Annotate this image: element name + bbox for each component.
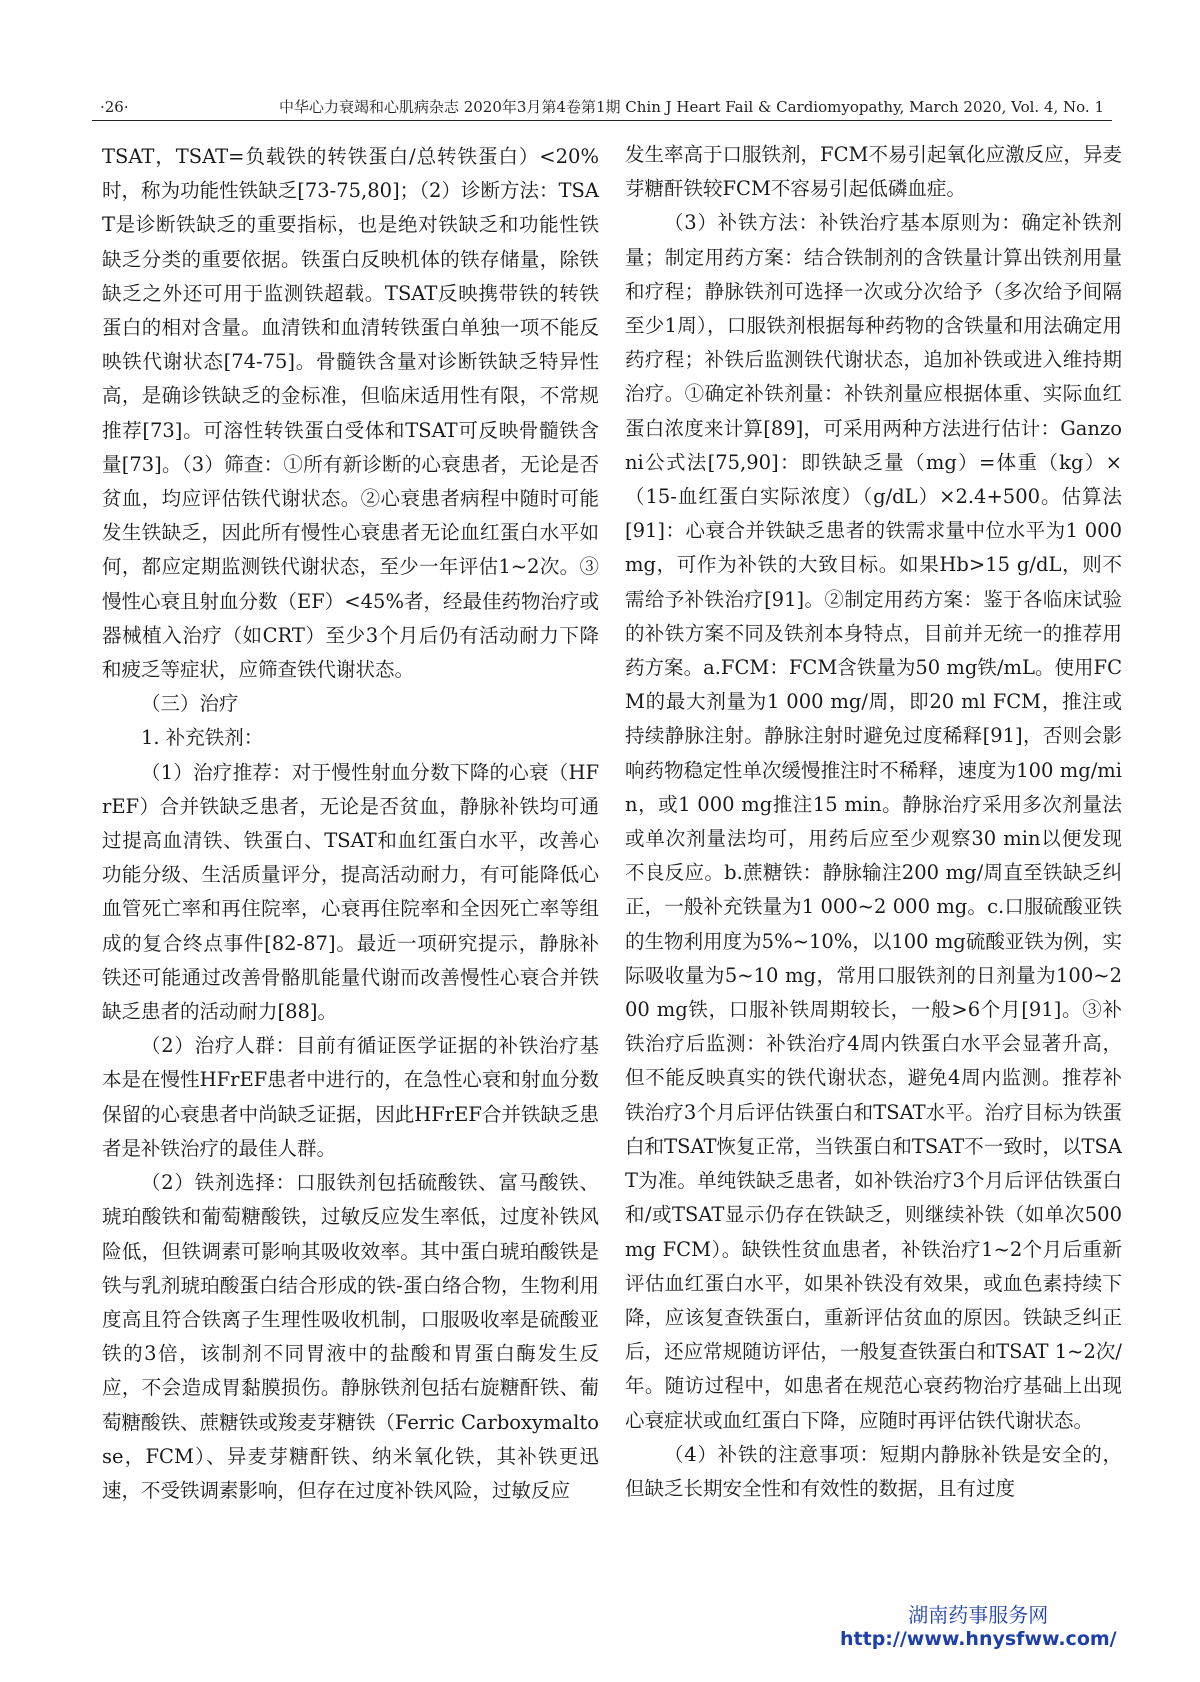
subsection-heading-iron-supplement: 1. 补充铁剂： <box>141 726 264 750</box>
running-header <box>92 86 1112 121</box>
watermark <box>840 1603 1117 1651</box>
paragraph-treatment-recommendation: （1）治疗推荐：对于慢性射血分数下降的心衰（HFrEF）合并铁缺乏患者，无论是否贫血，静脉补铁均可通过提高血清铁、铁蛋白、TSAT和血红蛋白水平，改善心功能分级、生活质量评分，提高活动耐力，有可能降低心血管死亡率和再住院率，心衰再住院率和全因死亡率等组成的复合终点事件[82-87]。最近一项研究提示，静脉补铁还可能通过改善骨骼肌能量代谢而改善慢性心衰合并铁缺乏患者的活动耐力[88]。 <box>102 760 599 1024</box>
journal-citation: 中华心力衰竭和心肌病杂志 2020年3月第4卷第1期 Chin J Heart Fail & Cardiomyopathy, March 2020, Vol. 4, No. 1 <box>278 98 1104 116</box>
watermark-url: http://www.hnysfww.com/ <box>840 1628 1117 1650</box>
left-column <box>102 140 599 1508</box>
paragraph-treatment-population: （2）治疗人群：目前有循证医学证据的补铁治疗基本是在慢性HFrEF患者中进行的，在急性心衰和射血分数保留的心衰患者中尚缺乏证据，因此HFrEF合并铁缺乏患者是补铁治疗的最佳人群。 <box>102 1034 599 1160</box>
paragraph-iron-method: （3）补铁方法：补铁治疗基本原则为：确定补铁剂量；制定用药方案：结合铁制剂的含铁量计算出铁剂用量和疗程；静脉铁剂可选择一次或分次给予（多次给予间隔至少1周），口服铁剂根据每种药物的含铁量和用法确定用药疗程；补铁后监测铁代谢状态，追加补铁或进入维持期治疗。①确定补铁剂量：补铁剂量应根据体重、实际血红蛋白浓度来计算[89]，可采用两种方法进行估计：Ganzoni公式法[75,90]：即铁缺乏量（mg）=体重（kg）×（15-血红蛋白实际浓度）（g/dL）×2.4+500。估算法[91]：心衰合并铁缺乏患者的铁需求量中位水平为1 000 mg，可作为补铁的大致目标。如果Hb>15 g/dL，则不需给予补铁治疗[91]。②制定用药方案：鉴于各临床试验的补铁方案不同及铁剂本身特点，目前并无统一的推荐用药方案。a.FCM：FCM含铁量为50 mg铁/mL。使用FCM的最大剂量为1 000 mg/周，即20 ml FCM，推注或持续静脉注射。静脉注射时避免过度稀释[91]，否则会影响药物稳定性单次缓慢推注时不稀释，速度为100 mg/min，或1 000 mg推注15 min。静脉治疗采用多次剂量法或单次剂量法均可，用药后应至少观察30 min以便发现不良反应。b.蔗糖铁：静脉输注200 mg/周直至铁缺乏纠正，一般补充铁量为1 000~2 000 mg。c.口服硫酸亚铁的生物利用度为5%~10%，以100 mg硫酸亚铁为例，实际吸收量为5~10 mg，常用口服铁剂的日剂量为100~200 mg铁，口服补铁周期较长，一般>6个月[91]。③补铁治疗后监测：补铁治疗4周内铁蛋白水平会显著升高，但不能反映真实的铁代谢状态，避免4周内监测。推荐补铁治疗3个月后评估铁蛋白和TSAT水平。治疗目标为铁蛋白和TSAT恢复正常，当铁蛋白和TSAT不一致时，以TSAT为准。单纯铁缺乏患者，如补铁治疗3个月后评估铁蛋白和/或TSAT显示仍存在铁缺乏，则继续补铁（如单次500 mg FCM）。缺铁性贫血患者，补铁治疗1~2个月后重新评估血红蛋白水平，如果补铁没有效果，或血色素持续下降，应该复查铁蛋白，重新评估贫血的原因。铁缺乏纠正后，还应常规随访评估，一般复查铁蛋白和TSAT 1~2次/年。随访过程中，如患者在规范心衰药物治疗基础上出现心衰症状或血红蛋白下降，应随时再评估铁代谢状态。 <box>625 211 1122 1432</box>
paragraph-allergy-continued: 发生率高于口服铁剂，FCM不易引起氧化应激反应，异麦芽糖酐铁较FCM不容易引起低磷血症。 <box>625 143 1122 201</box>
right-column <box>625 138 1122 1506</box>
page-number: ·26· <box>100 98 129 116</box>
watermark-title: 湖南药事服务网 <box>908 1603 1049 1627</box>
paragraph-iron-selection: （2）铁剂选择：口服铁剂包括硫酸铁、富马酸铁、琥珀酸铁和葡萄糖酸铁，过敏反应发生率低，过度补铁风险低，但铁调素可影响其吸收效率。其中蛋白琥珀酸铁是铁与乳剂琥珀酸蛋白结合形成的铁-蛋白络合物，生物利用度高且符合铁离子生理性吸收机制，口服吸收率是硫酸亚铁的3倍，该制剂不同胃液中的盐酸和胃蛋白酶发生反应，不会造成胃黏膜损伤。静脉铁剂包括右旋糖酐铁、葡萄糖酸铁、蔗糖铁或羧麦芽糖铁（Ferric Carboxymaltose，FCM）、异麦芽糖酐铁、纳米氧化铁，其补铁更迅速，不受铁调素影响，但存在过度补铁风险，过敏反应 <box>102 1171 599 1502</box>
paragraph-precautions: （4）补铁的注意事项：短期内静脉补铁是安全的，但缺乏长期安全性和有效性的数据，且有过度 <box>625 1442 1122 1500</box>
paragraph-diagnosis: TSAT，TSAT=负载铁的转铁蛋白/总转铁蛋白）<20%时，称为功能性铁缺乏[73-75,80]；（2）诊断方法：TSAT是诊断铁缺乏的重要指标，也是绝对铁缺乏和功能性铁缺乏分类的重要依据。铁蛋白反映机体的铁存储量，除铁缺乏之外还可用于监测铁超载。TSAT反映携带铁的转铁蛋白的相对含量。血清铁和血清转铁蛋白单独一项不能反映铁代谢状态[74-75]。骨髓铁含量对诊断铁缺乏特异性高，是确诊铁缺乏的金标准，但临床适用性有限，不常规推荐[73]。可溶性转铁蛋白受体和TSAT可反映骨髓铁含量[73]。（3）筛查：①所有新诊断的心衰患者，无论是否贫血，均应评估铁代谢状态。②心衰患者病程中随时可能发生铁缺乏，因此所有慢性心衰患者无论血红蛋白水平如何，都应定期监测铁代谢状态，至少一年评估1~2次。③慢性心衰且射血分数（EF）<45%者，经最佳药物治疗或器械植入治疗（如CRT）至少3个月后仍有活动耐力下降和疲乏等症状，应筛查铁代谢状态。 <box>102 145 599 682</box>
section-heading-treatment: （三）治疗 <box>141 692 239 716</box>
